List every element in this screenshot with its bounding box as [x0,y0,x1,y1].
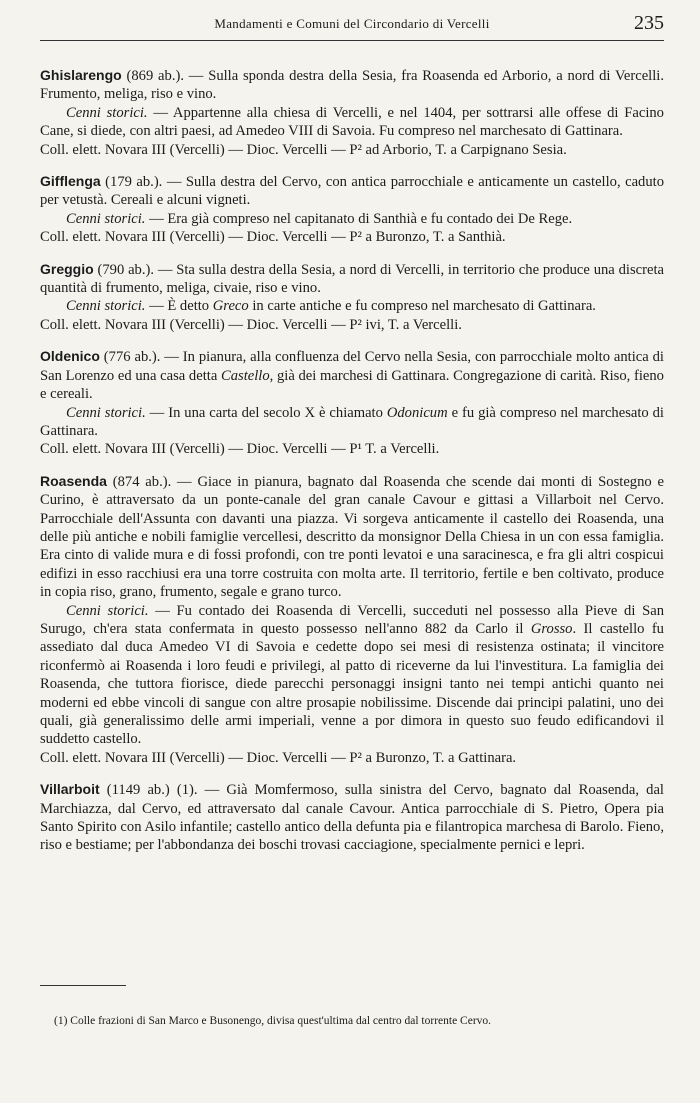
history-text: e fu già compreso nel marchesato di Gattinara. [40,404,664,439]
page-number: 235 [634,12,664,34]
entry-roasenda [40,472,664,768]
entry-lead-text: (1149 ab.) (1). — Già Momfermoso, sulla sinistra del Cervo, bagnato dal Roasenda, dal Marchiazza, dal Cervo, ed attraversato dal canale Cavour. Antica parrocchiale di S. Pietro, Opera pia Santo Spirito con Asilo infantile; castello antico della defunta pia e filantropica marchesa di Barolo. Fieno, riso e bestiame; per l'abbondanza dei boschi trovasi cacciagione, specialmente pernici e lepri. [40,782,664,854]
history-italic-term: Odonicum [386,404,448,421]
history-label: Cenni storici. [66,210,146,227]
history-label: Cenni storici. [66,602,149,619]
history-text: — È detto [145,298,213,315]
entry-history [40,404,664,441]
entry-villarboit [40,780,664,855]
history-italic-term: Greco [212,298,249,315]
history-label: Cenni storici. [66,298,146,315]
entry-greggio [40,260,664,335]
entry-history [40,104,664,141]
running-title: Mandamenti e Comuni del Circondario di Vercelli [214,16,490,31]
footnote: (1) Colle frazioni di San Marco e Busonengo, divisa quest'ultima dal centro dal torrente Cervo. [54,1015,492,1027]
entry-lead-text: , già dei marchesi di Gattinara. Congregazione di carità. Riso, fieno e cereali. [40,367,664,403]
entry-description [40,780,664,855]
entry-description [40,472,664,602]
page-header [40,10,664,41]
history-text: — Appartenne alla chiesa di Vercelli, e nel 1404, per sottrarsi alle offese di Facino Cane, si diede, con altri paesi, ad Amedeo VIII di Savoia. Fu compreso nel marchesato di Gattinara. [40,104,664,140]
entry-name: Oldenico [40,348,100,365]
entry-description [40,172,664,210]
entry-gifflenga [40,172,664,247]
lead-italic-term: Castello [220,367,270,384]
entry-description [40,347,664,403]
entry-reference: Coll. elett. Novara III (Vercelli) — Dioc. Vercelli — P¹ T. a Vercelli. [40,441,440,458]
entry-ghislarengo [40,66,664,159]
history-text: — Fu contado dei Roasenda di Vercelli, succeduti nel possesso alla Pieve di San Surugo, ch'era stata confermata in questo possesso nell'anno 882 da Carlo il [40,602,664,637]
entry-lead-text: (179 ab.). — Sulla destra del Cervo, con antica parrocchiale e anticamente un castello, caduto per vetustà. Cereali e alcuni vigneti. [40,174,664,209]
entry-name: Greggio [40,260,94,277]
history-label: Cenni storici. [66,404,146,421]
entry-lead-text: (874 ab.). — Giace in pianura, bagnato dal Roasenda che scende dai monti di Sostegno e Curino, è attraversato da un ponte-canale del gran canale Cavour e gittasi a Villarboit nel Cervo. Parrocchiale dell'Assunta con davanti una piazza. Vi sorgeva anticamente il castello dei Roasenda, una delle più antiche e nobili famiglie vercellesi, descritto da monsignor Della Chiesa in un con essa famiglia. Era cinto di valide mura e di fossi profondi, con tre ponti levatoi e una saracinesca, e fra gli altri cospicui edifizi in esso racchiusi era una torre costruita con molta arte. Il territorio, fertile e ben coltivato, produce in copia riso, grano, frumento, segale e grano turco. [40,473,664,601]
history-text: — Era già compreso nel capitanato di Santhià e fu contado dei De Rege. [145,210,573,227]
entry-lead-text: (869 ab.). — Sulla sponda destra della Sesia, fra Roasenda ed Arborio, a nord di Vercelli. Frumento, meliga, riso e vino. [40,68,664,103]
footnote-divider [40,985,126,986]
entry-reference: Coll. elett. Novara III (Vercelli) — Dioc. Vercelli — P² ad Arborio, T. a Carpignano Sesia. [40,141,567,158]
entry-history [40,210,664,228]
entry-reference: Coll. elett. Novara III (Vercelli) — Dioc. Vercelli — P² ivi, T. a Vercelli. [40,316,462,333]
history-text: . Il castello fu assediato dal duca Amedeo VI di Savoia e cedette dopo sei mesi di resistenza ostinata; il vincitore riconfermò ai Roasenda i loro feudi e privilegi, al patto di riceverne da lui l'investitura. La famiglia dei Roasenda, che tuttora fiorisce, diede parecchi personaggi insigni tanto nei tempi antichi quanto nei moderni ed ebbe vincoli di sangue con altre prosapie nobilissime. Discende dai principi palatini, uno dei quali, già generalissimo delle armi imperiali, venne a por dimora in questo suo feudo edificandovi il suddetto castello. [40,620,664,748]
history-label: Cenni storici. [66,104,148,121]
entry-oldenico [40,347,664,458]
history-text: in carte antiche e fu compreso nel marchesato di Gattinara. [248,298,596,315]
entry-name: Villarboit [40,781,100,798]
entry-name: Ghislarengo [40,67,122,83]
entry-reference: Coll. elett. Novara III (Vercelli) — Dioc. Vercelli — P² a Buronzo, T. a Gattinara. [40,749,517,766]
entry-lead-text: (790 ab.). — Sta sulla destra della Sesia, a nord di Vercelli, in territorio che produce una discreta quantità di frumento, meliga, civaie, riso e vino. [40,261,664,297]
entry-history [40,297,664,315]
entry-history [40,602,664,749]
entry-name: Gifflenga [40,173,101,190]
entry-description [40,260,664,298]
entry-name: Roasenda [40,472,107,489]
page-content [40,66,664,868]
history-italic-term: Grosso [530,620,573,637]
entry-lead-text: (776 ab.). — In pianura, alla confluenza del Cervo nella Sesia, con parrocchiale molto antica di San Lorenzo ed una casa detta [40,349,664,384]
entry-description [40,66,664,104]
entry-reference: Coll. elett. Novara III (Vercelli) — Dioc. Vercelli — P² a Buronzo, T. a Santhià. [40,229,506,246]
history-text: — In una carta del secolo X è chiamato [145,404,387,421]
